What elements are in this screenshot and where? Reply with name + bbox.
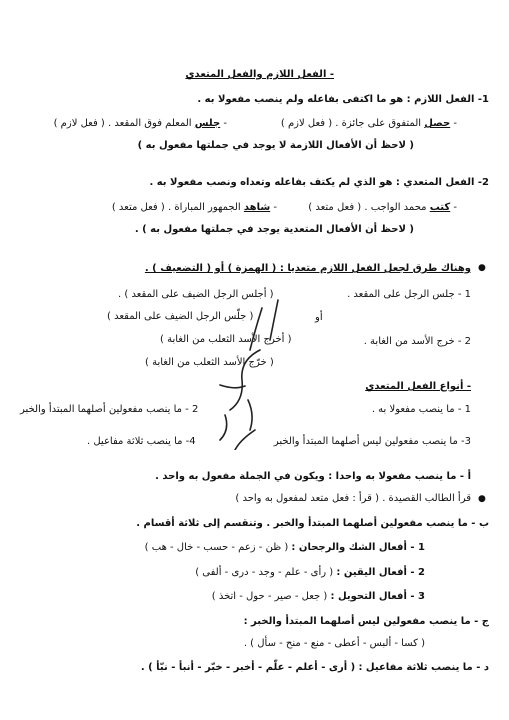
example-dash: -: [453, 118, 457, 129]
ways-or: أو: [315, 312, 323, 323]
mutaaddi-example-1: - كتب محمد الواجب . ( فعل متعد ): [308, 202, 457, 213]
types-item-2: 2 - ما ينصب مفعولين أصلهما المبتدأ والخبر: [20, 404, 199, 415]
lazim-example-1: [281, 117, 457, 131]
sec-d-list: ( أرى - أعلم - علّم - أخبر - خبّر - أنبأ - نبّأ ) .: [140, 662, 356, 673]
types-item-3: 3- ما ينصب مفعولين ليس أصلهما المبتدأ والخبر: [273, 436, 471, 447]
lazim-example-2: - جلس المعلم فوق المقعد . ( فعل لازم ): [53, 118, 227, 129]
lazim-ex1-verb: حصل: [424, 118, 451, 129]
types-item-1: 1 - ما ينصب مفعولا به .: [371, 404, 471, 415]
lazim-ex1-rest: المتفوق على جائزة . ( فعل لازم ): [280, 118, 422, 129]
sec-b-heading: ب - ما ينصب مفعولين أصلهما المبتدأ والخبر . وتنقسم إلى ثلاثة أقسام .: [136, 518, 489, 529]
ways-row-3-left: ( أخرج الأسد الثعلب من الغابة ): [160, 334, 292, 345]
mutaaddi-heading: 2- الفعل المتعدي : هو الذي لم يكتف بفاعله وتعداه ونصب مفعولا به .: [149, 177, 489, 188]
sec-b-item-1: 1 - أفعال الشك والرجحان : ( ظن - زعم - حسب - خال - هب ): [144, 542, 425, 553]
sec-a-example: قرأ الطالب القصيدة . ( قرأ : فعل متعد لمفعول به واحد ): [235, 493, 471, 504]
lazim-ex2-verb: جلس: [194, 118, 221, 129]
handwritten-signature: [200, 290, 300, 450]
ways-row-1-right: 1 - جلس الرجل على المقعد .: [347, 289, 471, 300]
ways-row-2-left: ( جلّس الرجل الضيف على المقعد ): [107, 311, 254, 322]
types-item-4: 4- ما ينصب ثلاثة مفاعيل .: [87, 436, 196, 447]
mutaaddi-note: ( لاحظ أن الأفعال المتعدية يوجد في جملتها مفعول به ) .: [134, 224, 414, 235]
sec-d-line: [141, 661, 489, 675]
mutaaddi-example-2: - شاهد الجمهور المباراة . ( فعل متعد ): [111, 202, 277, 213]
mutaaddi-ex2-verb: شاهد: [243, 202, 271, 213]
sec-b-item-2: 2 - أفعال اليقين : ( رأى - علم - وجد - درى - ألفى ): [195, 567, 425, 578]
page-title: - الفعل اللازم والفعل المتعدي: [185, 69, 334, 80]
ways-row-3-right: 2 - خرج الأسد من الغابة .: [363, 336, 471, 347]
sec-a-heading: أ - ما ينصب مفعولا به واحدا : ويكون في الجملة مفعول به واحد .: [155, 471, 471, 482]
lazim-note: ( لاحظ أن الأفعال اللازمة لا يوجد في جملتها مفعول به ): [137, 140, 414, 151]
ways-heading: وهناك طرق لجعل الفعل اللازم متعديا : ( الهمزة ) أو ( التضعيف ) .: [144, 263, 471, 274]
mutaaddi-ex1-verb: كتب: [429, 202, 451, 213]
sec-c-list: ( كسا - ألبس - أعطى - منع - منح - سأل ) .: [243, 638, 425, 649]
types-heading: - أنواع الفعل المتعدي: [365, 381, 471, 392]
bullet-icon: ●: [478, 494, 486, 504]
ways-row-1-left: ( أجلس الرجل الضيف على المقعد ) .: [118, 289, 274, 300]
bullet-icon: ●: [478, 263, 486, 273]
lazim-heading: 1- الفعل اللازم : هو ما اكتفى بفاعله ولم ينصب مفعولا به .: [197, 94, 489, 105]
sec-d-heading: د - ما ينصب ثلاثة مفاعيل :: [358, 662, 489, 673]
sec-b-item-3: 3 - أفعال التحويل : ( جعل - صير - حول - اتخذ ): [211, 591, 425, 602]
ways-row-4-left: ( خرّج الأسد الثعلب من الغابة ): [145, 357, 274, 368]
sec-c-heading: ج - ما ينصب مفعولين ليس أصلهما المبتدأ والخبر :: [243, 616, 489, 627]
